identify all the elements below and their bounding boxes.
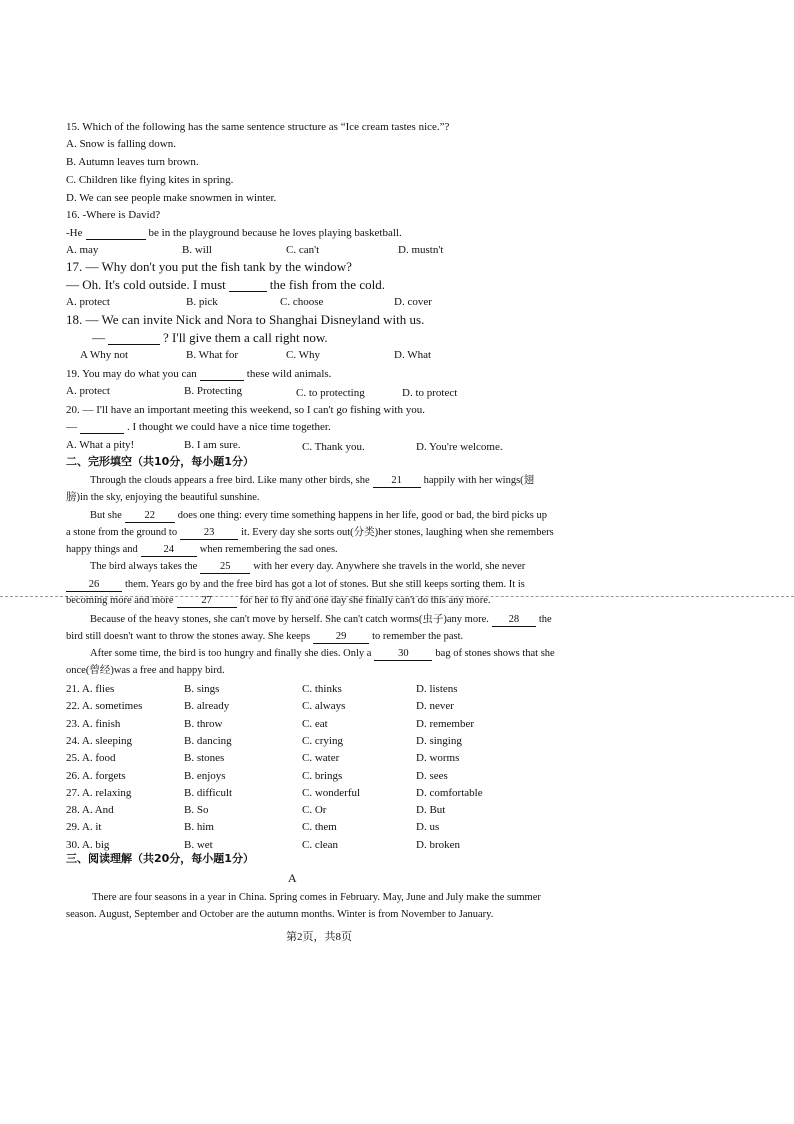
cloze-option: D. sees — [416, 769, 448, 782]
q19-option-b: B. Protecting — [184, 385, 243, 397]
passage-text: them. Years go by and the free bird has got a lot of stones. But she still keeps sorting them. It is — [125, 579, 525, 590]
reading-a-label: A — [288, 871, 297, 885]
q20-option-c: C. Thank you. — [302, 441, 365, 453]
passage-text: happy things and — [66, 544, 138, 555]
passage-text: bag of stones shows that she — [435, 648, 555, 659]
cloze-option: 24. A. sleeping — [66, 734, 132, 747]
q17-option-a: A. protect — [66, 296, 110, 308]
blank-27: 27 — [177, 595, 237, 608]
passage-text: becoming more and more — [66, 595, 174, 606]
reading-a-line-1: There are four seasons in a year in China. Spring comes in February. May, June and July make the summer — [92, 892, 541, 903]
cloze-option: B. him — [184, 821, 214, 834]
q19-stem — [66, 367, 331, 381]
reading-a-line-2: season. August, September and October are the autumn months. Winter is from November to January. — [66, 909, 494, 920]
passage-text: happily with her wings(翅 — [423, 475, 535, 486]
q19-option-c: C. to protecting — [296, 387, 365, 399]
q18-stem: 18. — We can invite Nick and Nora to Shanghai Disneyland with us. — [66, 312, 425, 327]
passage-text: bird still doesn't want to throw the stones away. She keeps — [66, 631, 311, 642]
passage-text: Through the clouds appears a free bird. Like many other birds, she — [90, 475, 370, 486]
page-footer: 第2页，共8页 — [286, 931, 352, 943]
passage-text: The bird always takes the — [90, 561, 198, 572]
q20-option-d: D. You're welcome. — [416, 441, 503, 453]
cloze-option: B. So — [184, 804, 209, 817]
q16-option-c: C. can't — [286, 244, 320, 256]
passage-line-1 — [90, 474, 534, 488]
cloze-option: C. crying — [302, 734, 343, 747]
passage-text: it. Every day she sorts out(分类)her stones, laughing when she remembers — [241, 527, 554, 538]
passage-line-6 — [90, 560, 525, 574]
q18-blank — [108, 332, 160, 345]
cloze-option: C. them — [302, 821, 337, 834]
cloze-option: 26. A. forgets — [66, 769, 126, 782]
blank-26: 26 — [66, 579, 122, 592]
q17-stem: 17. — Why don't you put the fish tank by the window? — [66, 259, 352, 274]
q20-option-a: A. What a pity! — [66, 439, 135, 451]
cloze-option: D. remember — [416, 717, 475, 730]
cloze-option: B. stones — [184, 752, 225, 765]
q18-option-d: D. What — [394, 349, 432, 361]
passage-text: for her to fly and one day she finally can't do this any more. — [239, 595, 491, 606]
q19-stem-pre: 19. You may do what you can — [66, 368, 197, 380]
q20-line2-post: . I thought we could have a nice time together. — [127, 421, 331, 433]
q15-option-a: A. Snow is falling down. — [66, 138, 176, 150]
q15-option-b: B. Autumn leaves turn brown. — [66, 156, 199, 168]
passage-text: Because of the heavy stones, she can't move by herself. She can't catch worms(虫子)any more. — [90, 614, 489, 625]
q18-option-a: A Why not — [80, 349, 129, 361]
q16-blank — [86, 227, 146, 240]
q20-option-b: B. I am sure. — [184, 439, 241, 451]
cloze-option: B. already — [184, 700, 230, 713]
q17-line2-post: the fish from the cold. — [269, 277, 385, 292]
passage-line-8 — [66, 594, 491, 608]
cloze-option: B. enjoys — [184, 769, 226, 782]
q16-line2-pre: -He — [66, 227, 83, 239]
cloze-option: 23. A. finish — [66, 717, 121, 730]
passage-text: a stone from the ground to — [66, 527, 178, 538]
q19-option-a: A. protect — [66, 385, 110, 397]
cloze-option: B. sings — [184, 683, 220, 695]
passage-text: when remembering the sad ones. — [199, 544, 338, 555]
cloze-option: C. thinks — [302, 683, 342, 695]
q16-option-a: A. may — [66, 244, 99, 256]
cloze-option: C. brings — [302, 769, 343, 782]
cloze-option: D. never — [416, 700, 454, 713]
q18-option-b: B. What for — [186, 349, 239, 361]
blank-22: 22 — [125, 510, 175, 523]
q17-line2 — [66, 278, 385, 292]
q17-option-b: B. pick — [186, 296, 218, 308]
cloze-option: B. throw — [184, 717, 223, 730]
cloze-option: D. listens — [416, 683, 458, 695]
cloze-option: B. dancing — [184, 734, 232, 747]
cloze-option: 27. A. relaxing — [66, 786, 132, 799]
cloze-option: 28. A. And — [66, 804, 114, 817]
passage-line-2: 膀)in the sky, enjoying the beautiful sunshine. — [66, 492, 260, 503]
section3-title: 三、阅读理解（共20分，每小题1分） — [66, 852, 254, 865]
passage-line-7 — [66, 578, 525, 592]
q16-line2-post: be in the playground because he loves playing basketball. — [148, 227, 402, 239]
passage-line-10 — [66, 630, 463, 644]
q16-line2 — [66, 226, 402, 240]
q20-blank — [80, 421, 124, 434]
cloze-option: B. difficult — [184, 786, 233, 799]
q19-blank — [200, 368, 244, 381]
passage-line-3 — [90, 509, 547, 523]
q17-line2-pre: — Oh. It's cold outside. I must — [66, 277, 226, 292]
passage-line-11 — [90, 647, 555, 661]
passage-text: After some time, the bird is too hungry and finally she dies. Only a — [90, 648, 372, 659]
cloze-option: D. But — [416, 804, 446, 817]
q17-option-d: D. cover — [394, 296, 432, 308]
cloze-option: C. always — [302, 700, 346, 713]
q18-option-c: C. Why — [286, 349, 321, 361]
q20-stem: 20. — I'll have an important meeting this weekend, so I can't go fishing with you. — [66, 404, 425, 416]
q15-stem: 15. Which of the following has the same sentence structure as “Ice cream tastes nice.”? — [66, 121, 450, 133]
passage-line-12: once(曾经)was a free and happy bird. — [66, 665, 225, 676]
cloze-option: B. wet — [184, 838, 213, 851]
passage-text: to remember the past. — [372, 631, 464, 642]
cloze-option: D. comfortable — [416, 786, 483, 799]
cloze-option: 22. A. sometimes — [66, 700, 143, 713]
q17-blank — [229, 279, 267, 292]
q18-line2 — [92, 331, 328, 345]
blank-25: 25 — [200, 561, 250, 574]
cloze-option: C. water — [302, 752, 340, 765]
blank-29: 29 — [313, 631, 369, 644]
cloze-option: 25. A. food — [66, 752, 116, 765]
q20-line2 — [66, 420, 331, 434]
cloze-option: D. us — [416, 821, 440, 834]
section2-title: 二、完形填空（共10分，每小题1分） — [66, 455, 254, 468]
q18-line2-post: ? I'll give them a call right now. — [163, 330, 328, 345]
passage-line-4 — [66, 526, 554, 540]
q17-option-c: C. choose — [280, 296, 324, 308]
cloze-option: C. wonderful — [302, 786, 361, 799]
q15-option-c: C. Children like flying kites in spring. — [66, 174, 234, 186]
q19-option-d: D. to protect — [402, 387, 458, 399]
q19-stem-post: these wild animals. — [246, 368, 332, 380]
cloze-option: C. eat — [302, 717, 328, 730]
q16-option-b: B. will — [182, 244, 212, 256]
q20-line2-pre: — — [66, 421, 77, 433]
passage-line-9 — [90, 613, 552, 627]
blank-23: 23 — [180, 527, 238, 540]
passage-text: with her every day. Anywhere she travels in the world, she never — [253, 561, 526, 572]
cloze-option: 29. A. it — [66, 821, 102, 834]
blank-24: 24 — [141, 544, 197, 557]
cloze-option: D. worms — [416, 752, 460, 765]
cloze-option: 21. A. flies — [66, 683, 115, 695]
cloze-option: D. singing — [416, 734, 462, 747]
q18-line2-pre: — — [92, 330, 105, 345]
passage-text: the — [538, 614, 552, 625]
cloze-option: D. broken — [416, 838, 460, 851]
blank-21: 21 — [373, 475, 421, 488]
q16-option-d: D. mustn't — [398, 244, 444, 256]
q15-option-d: D. We can see people make snowmen in winter. — [66, 192, 277, 204]
cloze-option: 30. A. big — [66, 838, 110, 851]
passage-line-5 — [66, 543, 338, 557]
cloze-option: C. clean — [302, 838, 339, 851]
passage-text: does one thing: every time something happens in her life, good or bad, the bird picks up — [177, 510, 547, 521]
blank-30: 30 — [374, 648, 432, 661]
cloze-option: C. Or — [302, 804, 327, 817]
blank-28: 28 — [492, 614, 536, 627]
passage-text: But she — [90, 510, 122, 521]
q16-stem: 16. -Where is David? — [66, 209, 161, 221]
